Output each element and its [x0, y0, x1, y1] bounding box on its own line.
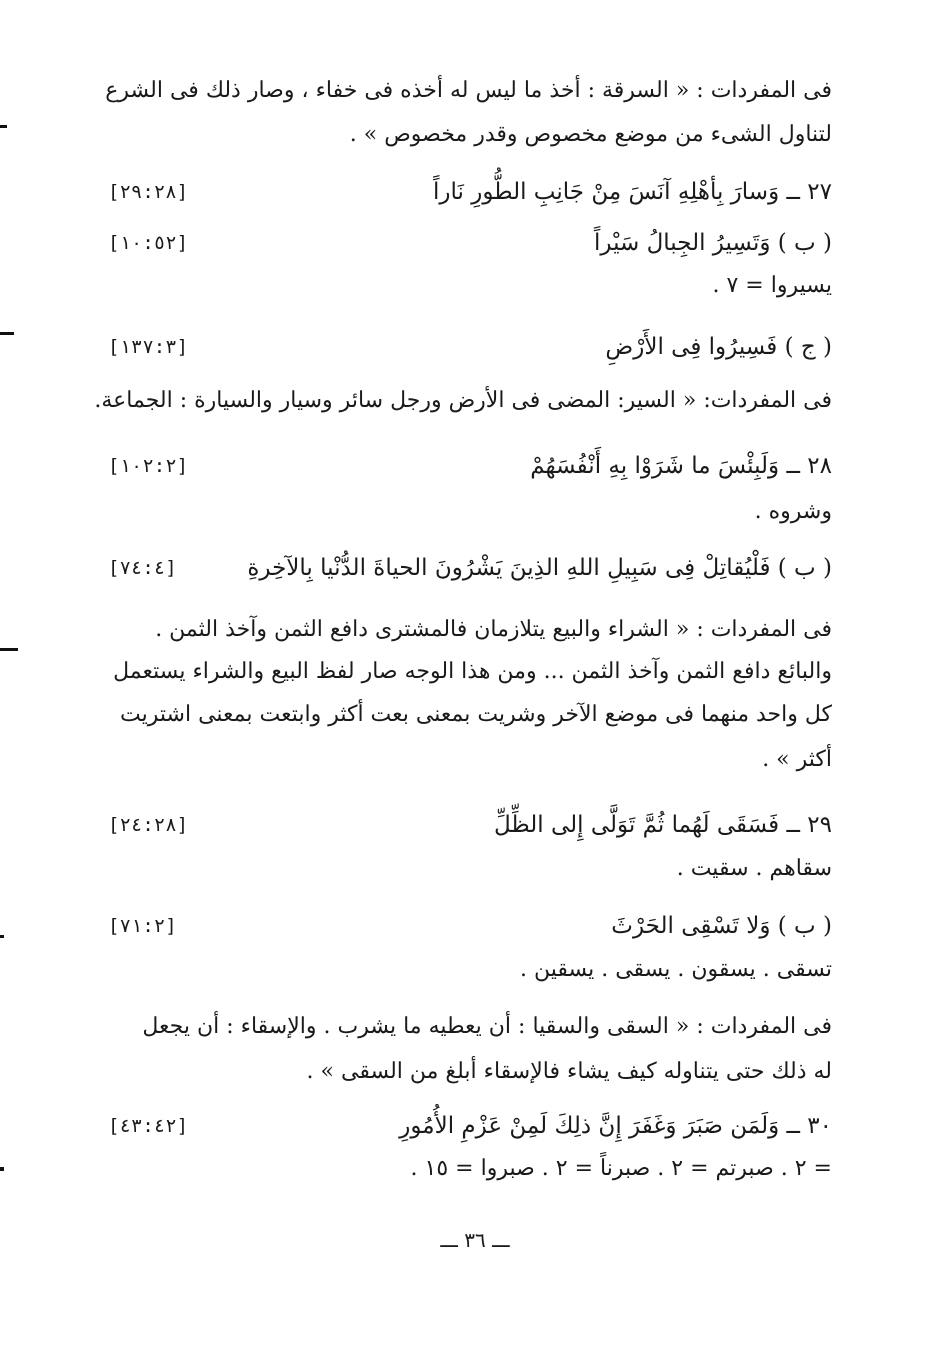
scan-mark: [0, 1167, 4, 1171]
verse-row: [108, 909, 832, 943]
paragraph-line: أكثر » .: [762, 747, 832, 772]
paragraph-line: = ٢ . صبرتم = ٢ . صبرناً = ٢ . صبروا = ١٥ .: [410, 1156, 832, 1181]
verse-text: ( ب ) فَلْيُقاتِلْ فِى سَبِيلِ اللهِ الذِينَ يَشْرُونَ الحياةَ الدُّنْيا بِالآخِرةِ: [247, 555, 832, 581]
paragraph-line: يسيروا = ٧ .: [712, 273, 832, 298]
scan-mark: [0, 125, 7, 128]
paragraph-line: تسقى . يسقون . يسقى . يسقين .: [519, 957, 832, 982]
verse-text: ٢٨ ــ وَلَبِئْسَ ما شَرَوْا بِهِ أَنْفُسَهُمْ: [530, 453, 832, 479]
verse-text: ( ج ) فَسِيرُوا فِى الأَرْضِ: [605, 334, 832, 360]
verse-row: [108, 330, 832, 364]
scan-mark: [0, 935, 4, 938]
verse-text: ( ب ) وَلا تَسْقِى الحَرْثَ: [611, 913, 832, 939]
verse-row: [108, 808, 832, 842]
verse-row: [108, 1109, 832, 1143]
verse-row: [108, 449, 832, 483]
verse-row: [108, 226, 832, 260]
paragraph-line: له ذلك حتى يتناوله كيف يشاء فالإسقاء أبلغ من السقى » .: [306, 1059, 832, 1084]
verse-reference: [٧٤:٤]: [108, 557, 177, 579]
verse-reference: [٢٤:٢٨]: [108, 814, 189, 836]
paragraph-line: سقاهم . سقيت .: [676, 856, 832, 881]
paragraph-line: والبائع دافع الثمن وآخذ الثمن ... ومن هذا الوجه صار لفظ البيع والشراء يستعمل: [113, 659, 832, 684]
verse-text: ٢٩ ــ فَسَقَى لَهُما ثُمَّ تَوَلَّى إِلى الظِّلِّ: [493, 812, 832, 838]
paragraph-line: وشروه .: [754, 499, 832, 524]
verse-reference: [١٠٢:٢]: [108, 455, 189, 477]
paragraph-line: فى المفردات : « الشراء والبيع يتلازمان فالمشترى دافع الثمن وآخذ الثمن .: [155, 617, 832, 642]
verse-row: [108, 551, 832, 585]
verse-reference: [١٠:٥٢]: [108, 232, 189, 254]
paragraph-line: فى المفردات : « السقى والسقيا : أن يعطيه ما يشرب . والإسقاء : أن يجعل: [142, 1014, 832, 1039]
paragraph-line: كل واحد منهما فى موضع الآخر وشريت بمعنى بعت أكثر وابتعت بمعنى اشتريت: [120, 702, 832, 727]
verse-reference: [٢٩:٢٨]: [108, 181, 189, 203]
verse-text: ٣٠ ــ وَلَمَن صَبَرَ وَغَفَرَ إِنَّ ذلِكَ لَمِنْ عَزْمِ الأُمُورِ: [399, 1113, 832, 1139]
paragraph-line: فى المفردات : « السرقة : أخذ ما ليس له أخذه فى خفاء ، وصار ذلك فى الشرع: [105, 78, 832, 103]
verse-text: ( ب ) وَتَسِيرُ الجِبالُ سَيْراً: [593, 230, 832, 256]
scan-mark: [0, 648, 18, 651]
verse-reference: [١٣٧:٣]: [108, 336, 189, 358]
paragraph-line: فى المفردات: « السير: المضى فى الأرض ورجل سائر وسيار والسيارة : الجماعة.: [94, 388, 832, 413]
scan-mark: [0, 332, 14, 335]
verse-text: ٢٧ ــ وَسارَ بِأهْلِهِ آنَسَ مِنْ جَانِبِ الطُّورِ نَاراً: [433, 179, 832, 205]
paragraph-line: لتناول الشىء من موضع مخصوص وقدر مخصوص » .: [349, 122, 832, 147]
verse-reference: [٧١:٢]: [108, 915, 177, 937]
verse-reference: [٤٣:٤٢]: [108, 1115, 189, 1137]
page-number: ـــ ٣٦ ـــ: [440, 1228, 510, 1252]
verse-row: [108, 175, 832, 209]
